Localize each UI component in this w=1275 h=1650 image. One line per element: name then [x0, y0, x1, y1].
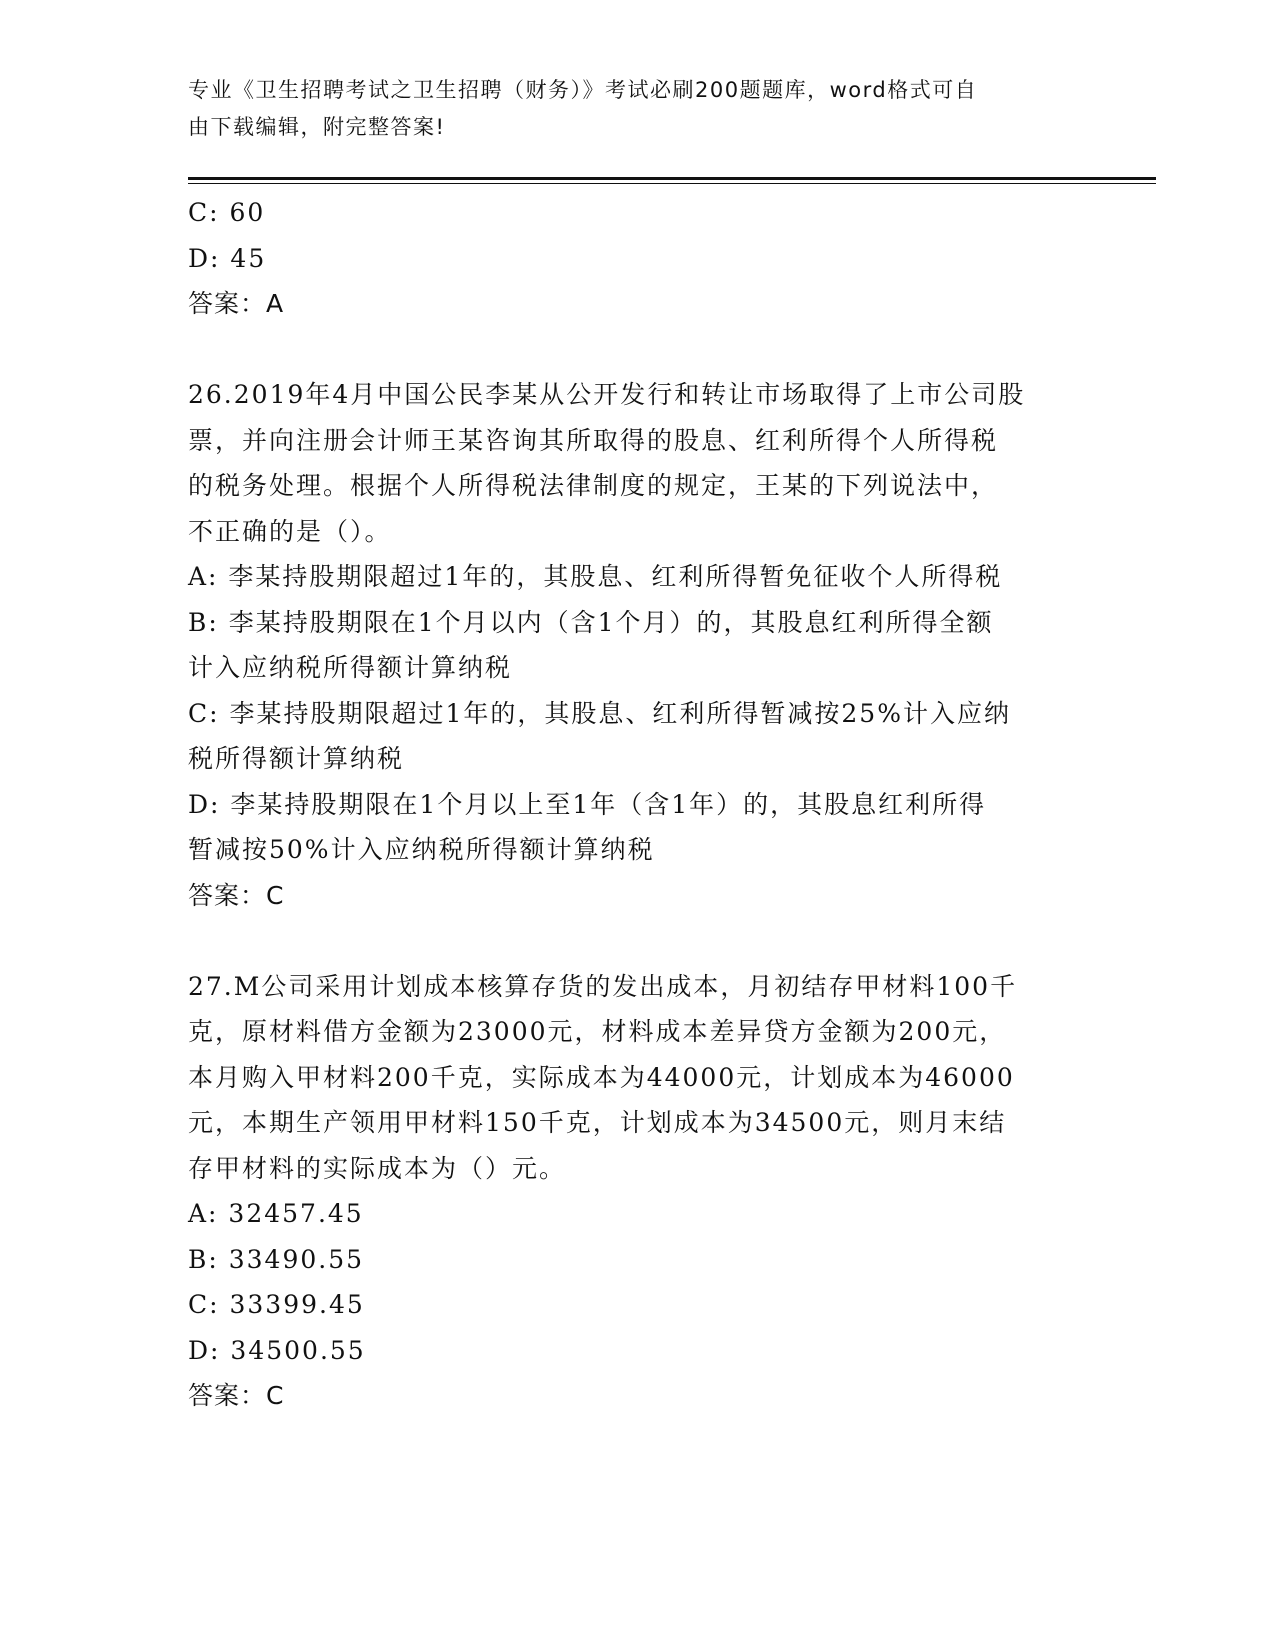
prev-answer: 答案：A: [188, 289, 285, 318]
q26-stem-line-2: 票，并向注册会计师王某咨询其所取得的股息、红利所得个人所得税: [188, 425, 999, 455]
q27-stem-line-1: 27.M公司采用计划成本核算存货的发出成本，月初结存甲材料100千: [188, 971, 1018, 1001]
q26-option-c-line-1: C: 李某持股期限超过1年的，其股息、红利所得暂减按25%计入应纳: [188, 698, 1011, 728]
spacer: [188, 327, 1088, 373]
q26-option-c-line-2: 税所得额计算纳税: [188, 744, 405, 773]
page-header: [188, 72, 1068, 146]
q26-stem-line-4: 不正确的是（）。: [188, 516, 392, 546]
q26-stem-line-3: 的税务处理。根据个人所得税法律制度的规定，王某的下列说法中，: [188, 471, 999, 500]
q26-option-d-line-1: D: 李某持股期限在1个月以上至1年（含1年）的，其股息红利所得: [188, 789, 987, 819]
q27-option-a: A: 32457.45: [188, 1199, 364, 1228]
q26-stem-line-1: 26.2019年4月中国公民李某从公开发行和转让市场取得了上市公司股: [188, 380, 1026, 409]
q27-answer: 答案：C: [188, 1381, 285, 1410]
q27-stem-line-5: 存甲材料的实际成本为（）元。: [188, 1153, 567, 1183]
header-rule-thick: [188, 177, 1156, 180]
q27-option-c: C: 33399.45: [188, 1290, 365, 1319]
q27-stem-line-3: 本月购入甲材料200千克，实际成本为44000元，计划成本为46000: [188, 1062, 1015, 1092]
spacer: [188, 918, 1088, 964]
q27-stem-line-2: 克，原材料借方金额为23000元，材料成本差异贷方金额为200元，: [188, 1017, 1007, 1046]
q26-answer: 答案：C: [188, 880, 285, 910]
q26-option-b-line-2: 计入应纳税所得额计算纳税: [188, 653, 513, 682]
prev-option-d: D: 45: [188, 243, 267, 273]
q26-option-d-line-2: 暂减按50%计入应纳税所得额计算纳税: [188, 835, 655, 864]
q27-option-d: D: 34500.55: [188, 1335, 366, 1365]
document-body: [188, 190, 1088, 1419]
q26-option-a: A: 李某持股期限超过1年的，其股息、红利所得暂免征收个人所得税: [188, 562, 1003, 591]
q27-option-b: B: 33490.55: [188, 1244, 365, 1274]
header-line-1: 专业《卫生招聘考试之卫生招聘（财务）》考试必刷200题题库，word格式可自: [188, 78, 978, 102]
q27-stem-line-4: 元，本期生产领用甲材料150千克，计划成本为34500元，则月末结: [188, 1108, 1007, 1137]
prev-option-c: C: 60: [188, 198, 266, 227]
header-line-2: 由下载编辑，附完整答案!: [188, 115, 446, 139]
header-rule-thin: [188, 183, 1156, 184]
q26-option-b-line-1: B: 李某持股期限在1个月以内（含1个月）的，其股息红利所得全额: [188, 607, 994, 637]
